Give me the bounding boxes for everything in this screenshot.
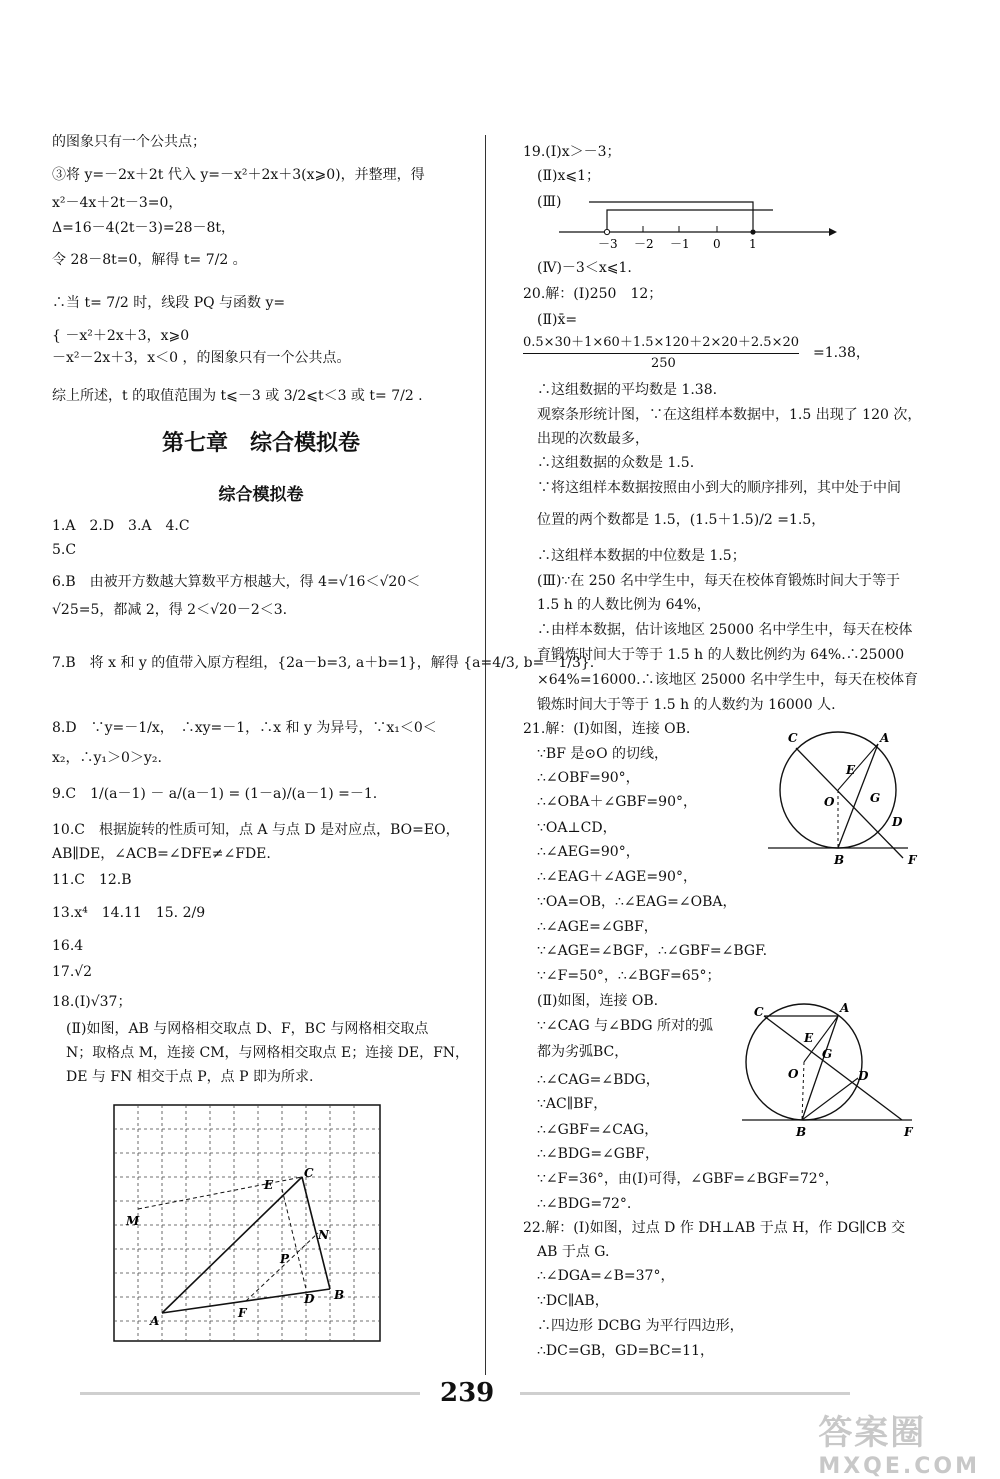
circle-label: G [822, 1047, 833, 1061]
watermark-text: 答案圈 [818, 1413, 927, 1453]
answer-line: 8.D ∵y=－1/x， ∴xy=－1，∴x 和 y 为异号，∵x₁＜0＜ [52, 720, 437, 736]
answer-line: N；取格点 M，连接 CM，与网格相交取点 E；连接 DE，FN， [66, 1045, 470, 1061]
circle-label: C [754, 1005, 764, 1019]
q19-line: (Ⅱ)x⩽1； [537, 168, 600, 184]
q20-line: 20.解：(Ⅰ)250 12； [523, 286, 663, 302]
q21-line: 都为劣弧BC， [537, 1044, 629, 1060]
q20-line: 锻炼时间大于等于 1.5 h 的人数约为 16000 人. [537, 697, 836, 713]
tick-label: 0 [713, 237, 721, 250]
q21-line: ∵OA=OB，∴∠EAG=∠OBA， [537, 894, 737, 910]
q19-line: (Ⅲ) [537, 194, 562, 210]
circle-label: E [804, 1031, 814, 1045]
q22-line: AB 于点 G. [537, 1244, 610, 1260]
q20-line: ∴这组数据的众数是 1.5. [537, 455, 695, 471]
q21-line: ∵OA⊥CD， [537, 820, 617, 836]
q21-line: ∴∠BDG=72°. [537, 1196, 632, 1212]
watermark-url: MXQE.COM [818, 1454, 980, 1479]
grid-figure [112, 1103, 384, 1345]
solution-bracket-a [607, 210, 773, 229]
q20-line: 1.5 h 的人数比例为 64%， [537, 597, 711, 613]
mean-denominator: 250 [651, 356, 676, 371]
q21-line: ∵∠F=36°，由(Ⅰ)可得，∠GBF=∠BGF=72°， [537, 1171, 839, 1187]
q21-line: 21.解：(Ⅰ)如图，连接 OB. [523, 721, 691, 737]
text-line: Δ=16－4(2t－3)=28－8t， [52, 220, 236, 236]
answer-line: 7.B 将 x 和 y 的值带入原方程组，{2a－b=3, a＋b=1}，解得 {a=4/3, b=－1/3}. [52, 655, 595, 671]
q21-line: ∴∠EAG＋∠AGE=90°， [537, 869, 697, 885]
answer-line: 18.(Ⅰ)√37； [52, 994, 132, 1010]
footer-decoration [80, 1392, 420, 1395]
chapter-title: 第七章 综合模拟卷 [161, 431, 360, 456]
text-line: 的图象只有一个公共点； [52, 134, 206, 150]
circle-label: E [846, 763, 856, 777]
answer-line: 16.4 [52, 938, 84, 954]
grid-border [114, 1105, 380, 1341]
answer-line: AB∥DE，∠ACB=∠DFE≠∠FDE. [52, 846, 271, 862]
q21-line: ∴∠AEG=90°， [537, 844, 640, 860]
q20-line: ∴由样本数据，估计该地区 25000 名中学生中，每天在校体 [537, 622, 913, 638]
q21-line: ∵∠F=50°，∴∠BGF=65°； [537, 968, 721, 984]
tick-label: －2 [634, 237, 654, 250]
solution-bracket-b [589, 202, 753, 229]
q20-line: 观察条形统计图，∵在这组样本数据中，1.5 出现了 120 次， [537, 407, 922, 423]
construction-lines [138, 1177, 318, 1301]
label-m: M [126, 1214, 140, 1228]
q22-line: ∴DC=GB，GD=BC=11， [537, 1343, 714, 1359]
label-p: P [280, 1252, 290, 1266]
q20-line: ×64%=16000.∴该地区 25000 名中学生中，每天在校体育 [537, 672, 918, 688]
answer-line: 5.C [52, 542, 77, 558]
piecewise-line: －x²－2x＋3，x＜0 ，的图象只有一个公共点。 [52, 350, 351, 366]
circle-label: B [796, 1125, 807, 1139]
answer-line: 13.x⁴ 14.11 15. 2/9 [52, 905, 206, 921]
circle-figure-1 [768, 722, 928, 870]
text-line: 令 28－8t=0，解得 t= 7/2 。 [52, 252, 247, 268]
q20-line: (Ⅱ)x̄= [537, 312, 578, 328]
q20-line: ∵将这组样本数据按照由小到大的顺序排列，其中处于中间 [537, 480, 901, 496]
q19-line: 19.(Ⅰ)x＞－3； [523, 144, 621, 160]
q20-line: 育锻炼时间大于等于 1.5 h 的人数比例约为 64%.∴25000 [537, 647, 905, 663]
open-point [604, 229, 609, 234]
q21-line: ∴∠BDG=∠GBF， [537, 1146, 659, 1162]
text-line: x²－4x＋2t－3=0， [52, 195, 183, 211]
q21-line: ∴∠OBF=90°， [537, 770, 640, 786]
q22-line: ∵DC∥AB， [537, 1293, 609, 1309]
circle-label: A [840, 1001, 850, 1015]
q19-line: (Ⅳ)－3＜x⩽1. [537, 260, 632, 276]
answer-line: 6.B 由被开方数越大算数平方根越大，得 4=√16＜√20＜ [52, 574, 421, 590]
q22-line: 22.解：(Ⅰ)如图，过点 D 作 DH⊥AB 于点 H，作 DG∥CB 交 [523, 1220, 906, 1236]
footer-decoration [520, 1392, 850, 1395]
piecewise-line: { －x²＋2x＋3，x⩾0 [52, 328, 190, 344]
q21-line: (Ⅱ)如图，连接 OB. [537, 993, 659, 1009]
q20-line: 出现的次数最多， [537, 431, 649, 447]
tick-label: －1 [670, 237, 690, 250]
closed-point [750, 229, 755, 234]
section-title: 综合模拟卷 [218, 485, 304, 505]
tick-label: －3 [598, 237, 618, 250]
q20-line: ∴这组数据的平均数是 1.38. [537, 382, 718, 398]
label-b: B [334, 1288, 345, 1302]
q21-line: ∵∠CAG 与∠BDG 所对的弧 [537, 1018, 713, 1034]
text-line: 综上所述，t 的取值范围为 t⩽－3 或 3/2⩽t＜3 或 t= 7/2 . [52, 388, 423, 404]
number-line [559, 196, 839, 250]
circle-label: D [858, 1069, 869, 1083]
circle-label: F [908, 853, 917, 867]
q20-line: ∴这组样本数据的中位数是 1.5； [537, 548, 746, 564]
q21-line: ∵BF 是⊙O 的切线， [537, 746, 669, 762]
circle-label: C [788, 731, 798, 745]
circle-label: F [904, 1125, 913, 1139]
mean-result: =1.38， [813, 345, 870, 361]
label-c: C [304, 1166, 314, 1180]
q21-line: ∵AC∥BF， [537, 1096, 608, 1112]
text-line: ∴当 t= 7/2 时，线段 PQ 与函数 y= [52, 295, 286, 311]
q22-line: ∴∠DGA=∠B=37°， [537, 1268, 675, 1284]
q20-line: (Ⅲ)∵在 250 名中学生中，每天在校体育锻炼时间大于等于 [537, 573, 900, 589]
label-e: E [264, 1178, 274, 1192]
answer-line: √25=5，都减 2，得 2＜√20－2＜3. [52, 602, 288, 618]
grid-lines [114, 1105, 380, 1341]
circle-label: G [870, 791, 881, 805]
answer-line: (Ⅱ)如图，AB 与网格相交取点 D、F，BC 与网格相交取点 [66, 1021, 429, 1037]
column-divider [485, 135, 486, 1375]
answer-line: 17.√2 [52, 964, 93, 980]
mean-numerator: 0.5×30＋1×60＋1.5×120＋2×20＋2.5×20 [523, 333, 799, 354]
label-n: N [318, 1228, 329, 1242]
label-f: F [238, 1306, 247, 1320]
circle-figure-2 [742, 1000, 922, 1140]
circle-label: D [892, 815, 903, 829]
watermark-logo [818, 1405, 980, 1479]
q21-line: ∵∠AGE=∠BGF，∴∠GBF=∠BGF. [537, 943, 768, 959]
circle-label: A [880, 731, 890, 745]
label-a: A [150, 1314, 160, 1328]
answer-line: 11.C 12.B [52, 872, 132, 888]
answer-line: x₂，∴y₁＞0＞y₂. [52, 750, 162, 766]
circle-label: O [788, 1067, 799, 1081]
q21-line: ∴∠OBA＋∠GBF=90°， [537, 794, 697, 810]
label-d: D [304, 1292, 315, 1306]
answer-line: 9.C 1/(a－1) － a/(a－1) = (1－a)/(a－1) =－1. [52, 786, 378, 802]
q20-line: 位置的两个数都是 1.5，(1.5＋1.5)/2 =1.5， [537, 512, 826, 528]
q21-line: ∴∠CAG=∠BDG， [537, 1072, 660, 1088]
q22-line: ∴四边形 DCBG 为平行四边形， [537, 1318, 744, 1334]
circle-label: B [834, 853, 845, 867]
answer-line: 10.C 根据旋转的性质可知，点 A 与点 D 是对应点，BO=EO， [52, 822, 460, 838]
text-line: ③将 y=－2x＋2t 代入 y=－x²＋2x＋3(x⩾0)，并整理，得 [52, 167, 425, 183]
q21-line: ∴∠GBF=∠CAG， [537, 1122, 659, 1138]
answer-line: DE 与 FN 相交于点 P，点 P 即为所求. [66, 1069, 314, 1085]
tick-label: 1 [749, 237, 757, 250]
circle-label: O [824, 795, 835, 809]
answer-line: 1.A 2.D 3.A 4.C [52, 518, 190, 534]
page-number: 239 [440, 1378, 495, 1408]
q21-line: ∴∠AGE=∠GBF， [537, 919, 658, 935]
